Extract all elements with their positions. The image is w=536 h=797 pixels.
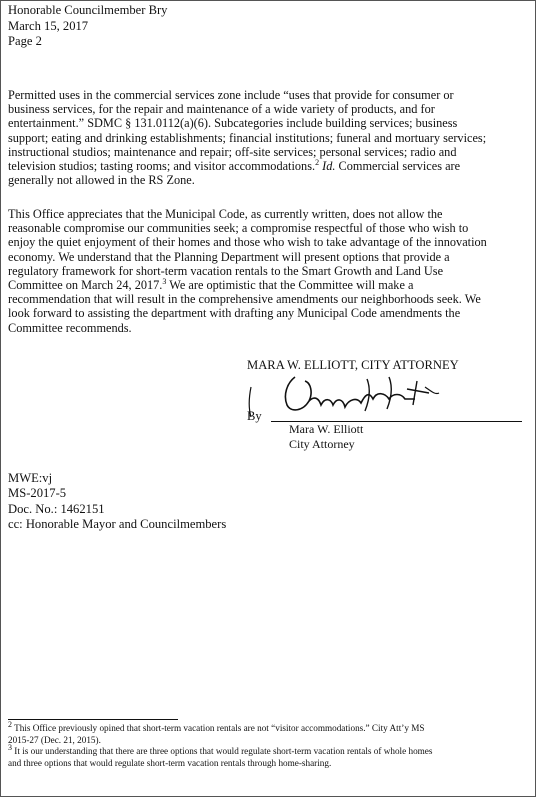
text-line: Committee recommends.	[8, 320, 132, 335]
footnote-3-cont: and three options that would regulate short-term vacation rentals through home-sharing.	[8, 757, 332, 768]
footnote-text: It is our understanding that there are three options that would regulate short-term vacation rentals of whole homes	[14, 746, 433, 757]
footnote-2	[8, 719, 533, 735]
text-segment: Commercial services are	[338, 159, 461, 174]
text-line: economy. We understand that the Planning Department will present options that provide a	[8, 249, 450, 264]
signer-role: City Attorney	[289, 436, 355, 451]
signer-name: Mara W. Elliott	[289, 422, 364, 436]
signature-title: MARA W. ELLIOTT, CITY ATTORNEY	[247, 358, 459, 372]
initials-line: MWE:vj	[8, 471, 53, 485]
recipient-line: Honorable Councilmember Bry	[8, 3, 168, 17]
footnote-text: This Office previously opined that short-term vacation rentals are not “visitor accommodations.” City Att’y MS	[14, 723, 425, 733]
doc-number: Doc. No.: 1462151	[8, 501, 105, 516]
text-line: enjoy the quiet enjoyment of their homes and those who wish to take advantage of the innovation	[8, 235, 487, 250]
page-number: Page 2	[8, 34, 42, 48]
footnote-ref-2: 2	[315, 157, 320, 167]
footnote-divider	[8, 719, 178, 720]
citation-id: Id.	[322, 159, 336, 174]
signer-block	[289, 422, 363, 451]
reference-block	[8, 471, 226, 533]
text-line	[8, 278, 528, 292]
footnotes	[8, 719, 533, 769]
paragraph-municipal-code	[8, 207, 528, 335]
text-line: generally not allowed in the RS Zone.	[8, 173, 195, 188]
ms-number: MS-2017-5	[8, 486, 67, 501]
paragraph-commercial-services	[8, 88, 528, 187]
text-line: reasonable compromise our communities seek; a compromise respectful of those who wish to	[8, 221, 469, 236]
footnote-mark: 3	[8, 743, 12, 753]
footnote-3	[8, 743, 533, 758]
footnote-mark: 2	[8, 719, 12, 729]
text-segment: We are optimistic that the Committee will make a	[169, 278, 414, 293]
text-line: look forward to assisting the department with drafting any Municipal Code amendments the	[8, 306, 461, 321]
text-segment: television studios; tasting rooms; and visitor accommodations.	[8, 159, 316, 174]
text-line: Permitted uses in the commercial services zone include “uses that provide for consumer or	[8, 88, 454, 102]
text-line: entertainment.” SDMC § 131.0112(a)(6). Subcategories include building services; business	[8, 116, 458, 131]
text-line: support; eating and drinking establishments; financial institutions; funeral and mortuary services;	[8, 130, 487, 145]
text-line: instructional studios; maintenance and repair; off-site services; personal services; radio and	[8, 144, 457, 159]
footnote-ref-3: 3	[162, 276, 167, 286]
text-segment: Committee on March 24, 2017.	[8, 278, 163, 293]
cc-line: cc: Honorable Mayor and Councilmembers	[8, 517, 227, 532]
letter-header	[8, 3, 167, 50]
text-line	[8, 159, 528, 173]
footnote-2-cont: 2015-27 (Dec. 21, 2015).	[8, 734, 101, 745]
text-line: This Office appreciates that the Municipal Code, as currently written, does not allow the	[8, 207, 443, 221]
text-line: recommendation that will result in the comprehensive amendments our neighborhoods seek. We	[8, 292, 481, 307]
text-line: business services, for the repair and maintenance of a wide variety of products, and for	[8, 102, 435, 117]
text-line: regulatory framework for short-term vacation rentals to the Smart Growth and Land Use	[8, 263, 444, 278]
date-line: March 15, 2017	[8, 18, 89, 33]
signature-by-label: By	[247, 409, 262, 423]
